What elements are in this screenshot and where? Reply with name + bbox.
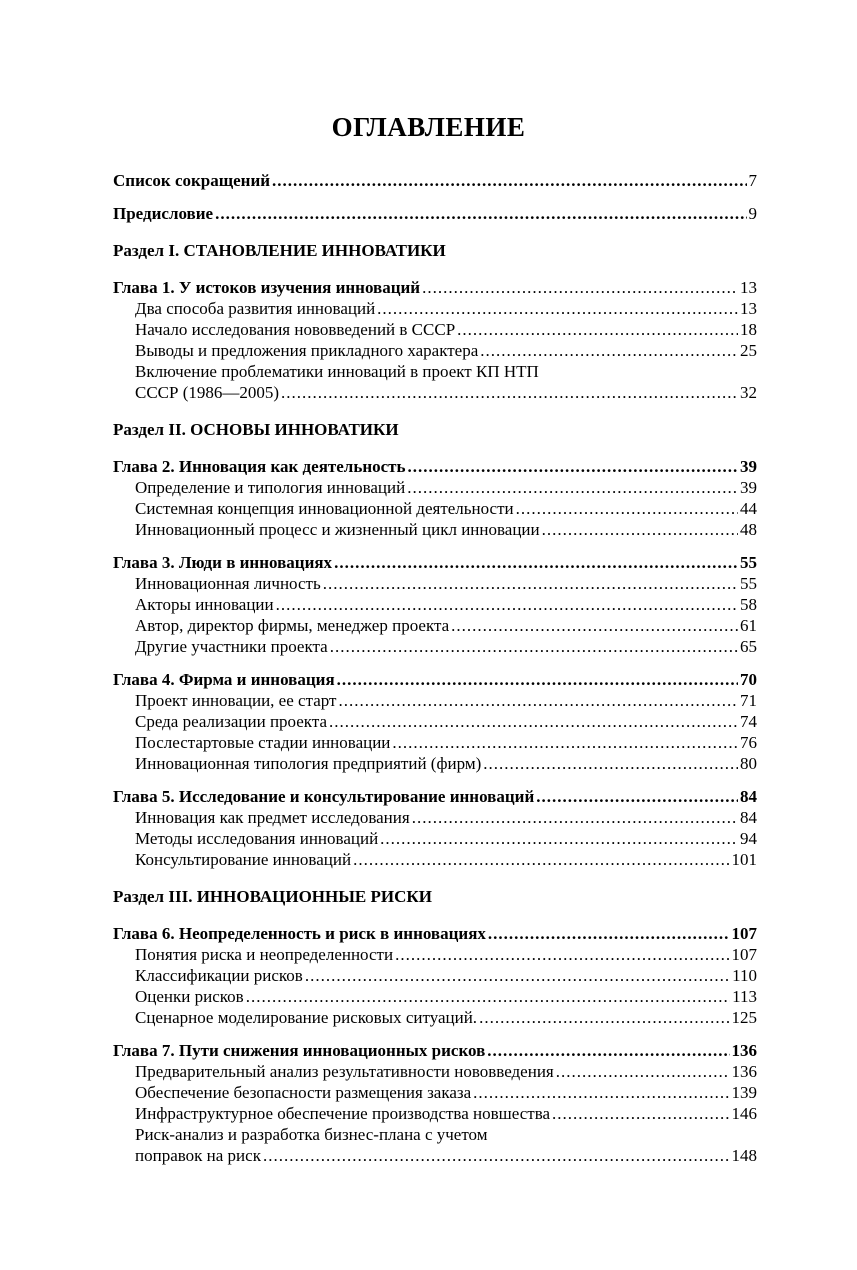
toc-entry-label: Инновация как предмет исследования (135, 808, 410, 827)
toc-item[interactable] (135, 1082, 757, 1103)
toc-item[interactable] (135, 986, 757, 1007)
part-heading: Раздел I. СТАНОВЛЕНИЕ ИННОВАТИКИ (113, 241, 446, 260)
table-of-contents (113, 170, 757, 1166)
toc-entry-label: Глава 4. Фирма и инновация (113, 670, 335, 689)
dot-leader (272, 170, 746, 191)
toc-page-number: 76 (740, 733, 757, 752)
toc-page-number: 136 (731, 1062, 757, 1081)
dot-leader (536, 786, 738, 807)
toc-item[interactable] (135, 615, 757, 636)
toc-item[interactable] (135, 828, 757, 849)
toc-page-number: 107 (731, 945, 757, 964)
toc-page-number: 18 (740, 320, 757, 339)
toc-page-number: 58 (740, 595, 757, 614)
toc-page-number: 61 (740, 616, 757, 635)
toc-entry-label: Глава 3. Люди в инновациях (113, 553, 333, 572)
toc-entry-label: Послестартовые стадии инновации (135, 733, 391, 752)
dot-leader (422, 277, 738, 298)
toc-entry-label: Среда реализации проекта (135, 712, 328, 731)
toc-page-number: 9 (748, 204, 757, 223)
toc-entry-label: СССР (1986—2005) (135, 383, 280, 402)
toc-page-number: 84 (740, 808, 757, 827)
dot-leader (480, 340, 738, 361)
dot-leader (329, 711, 738, 732)
dot-leader (542, 519, 738, 540)
dot-leader (377, 298, 738, 319)
dot-leader (330, 636, 738, 657)
toc-page-number: 125 (731, 1008, 757, 1027)
toc-entry-label: Инновационная типология предприятий (фирм) (135, 754, 482, 773)
toc-page-number: 71 (740, 691, 757, 710)
dot-leader (479, 1007, 729, 1028)
toc-entry-label: Обеспечение безопасности размещения заказа (135, 1083, 472, 1102)
toc-entry-label: Классификации рисков (135, 966, 303, 985)
toc-entry-label: Глава 5. Исследование и консультирование инноваций (113, 787, 535, 806)
part-heading: Раздел III. ИННОВАЦИОННЫЕ РИСКИ (113, 887, 432, 906)
toc-entry-label: Инфраструктурное обеспечение производства новшества (135, 1104, 551, 1123)
dot-leader (353, 849, 729, 870)
toc-item[interactable] (135, 1061, 757, 1082)
toc-item[interactable] (135, 732, 757, 753)
dot-leader (323, 573, 738, 594)
toc-page-number: 55 (740, 574, 757, 593)
dot-leader (263, 1145, 730, 1166)
toc-page-number: 84 (740, 787, 757, 806)
toc-page-number: 7 (748, 171, 757, 190)
toc-page-number: 80 (740, 754, 757, 773)
toc-page-number: 74 (740, 712, 757, 731)
dot-leader (215, 203, 746, 224)
toc-entry-label: Системная концепция инновационной деятельности (135, 499, 514, 518)
toc-entry-label: Список сокращений (113, 171, 271, 190)
toc-page-number: 70 (740, 670, 757, 689)
toc-entry-label: Глава 6. Неопределенность и риск в инновациях (113, 924, 486, 943)
toc-chapter-7[interactable] (113, 1040, 757, 1061)
part-heading: Раздел II. ОСНОВЫ ИННОВАТИКИ (113, 420, 399, 439)
toc-page-number: 148 (731, 1146, 757, 1165)
toc-page-number: 39 (740, 457, 757, 476)
toc-page-number: 13 (740, 278, 757, 297)
toc-chapter-6[interactable] (113, 923, 757, 944)
toc-item[interactable] (135, 636, 757, 657)
toc-entry-label: Предисловие (113, 204, 214, 223)
toc-page-number: 101 (731, 850, 757, 869)
toc-item[interactable] (135, 477, 757, 498)
toc-entry-label: Сценарное моделирование рисковых ситуаций. (135, 1008, 478, 1027)
toc-item-line1: Риск-анализ и разработка бизнес-плана с учетом (135, 1125, 488, 1144)
toc-page-number: 13 (740, 299, 757, 318)
dot-leader (305, 965, 730, 986)
dot-leader (451, 615, 738, 636)
toc-entry-label: Начало исследования нововведений в СССР (135, 320, 456, 339)
toc-entry-label: Инновационный процесс и жизненный цикл инновации (135, 520, 540, 539)
toc-item[interactable] (135, 498, 757, 519)
toc-page-number: 39 (740, 478, 757, 497)
toc-page-number: 25 (740, 341, 757, 360)
dot-leader (392, 732, 738, 753)
dot-leader (408, 456, 738, 477)
toc-entry-label: Определение и типология инноваций (135, 478, 406, 497)
toc-entry-label: Глава 2. Инновация как деятельность (113, 457, 406, 476)
toc-item[interactable] (135, 573, 757, 594)
toc-entry-label: Понятия риска и неопределенности (135, 945, 394, 964)
toc-item[interactable] (135, 319, 757, 340)
dot-leader (276, 594, 738, 615)
toc-chapter-2[interactable] (113, 456, 757, 477)
toc-page-number: 136 (731, 1041, 757, 1060)
dot-leader (337, 669, 738, 690)
dot-leader (246, 986, 730, 1007)
toc-entry-abbreviations[interactable] (113, 170, 757, 191)
dot-leader (407, 477, 738, 498)
toc-page-number: 94 (740, 829, 757, 848)
dot-leader (457, 319, 738, 340)
dot-leader (487, 1040, 729, 1061)
toc-entry-label: Проект инновации, ее старт (135, 691, 337, 710)
dot-leader (338, 690, 738, 711)
dot-leader (412, 807, 738, 828)
dot-leader (552, 1103, 729, 1124)
toc-item[interactable] (135, 1145, 757, 1166)
toc-entry-label: Автор, директор фирмы, менеджер проекта (135, 616, 450, 635)
toc-item[interactable] (135, 382, 757, 403)
toc-page-number: 48 (740, 520, 757, 539)
toc-entry-label: Оценки рисков (135, 987, 244, 1006)
dot-leader (473, 1082, 729, 1103)
toc-item[interactable] (135, 944, 757, 965)
toc-item[interactable] (135, 849, 757, 870)
toc-item[interactable] (135, 594, 757, 615)
toc-entry-label: Методы исследования инноваций (135, 829, 379, 848)
dot-leader (395, 944, 729, 965)
toc-page-number: 32 (740, 383, 757, 402)
toc-page-number: 113 (732, 987, 757, 1006)
dot-leader (334, 552, 738, 573)
toc-page-number: 107 (731, 924, 757, 943)
toc-item[interactable] (135, 1103, 757, 1124)
toc-chapter-5[interactable] (113, 786, 757, 807)
dot-leader (488, 923, 730, 944)
toc-page-number: 65 (740, 637, 757, 656)
toc-item[interactable] (135, 340, 757, 361)
toc-entry-label: Глава 1. У истоков изучения инноваций (113, 278, 421, 297)
toc-entry-label: Другие участники проекта (135, 637, 328, 656)
dot-leader (380, 828, 738, 849)
toc-page-number: 55 (740, 553, 757, 572)
toc-entry-label: поправок на риск (135, 1146, 261, 1165)
dot-leader (281, 382, 738, 403)
toc-item[interactable] (135, 711, 757, 732)
toc-entry-label: Консультирование инноваций (135, 850, 352, 869)
toc-item[interactable] (135, 753, 757, 774)
toc-item[interactable] (135, 807, 757, 828)
toc-page-number: 139 (731, 1083, 757, 1102)
toc-page-number: 110 (732, 966, 757, 985)
toc-entry-label: Глава 7. Пути снижения инновационных рисков (113, 1041, 486, 1060)
toc-page-number: 146 (731, 1104, 757, 1123)
page-title: ОГЛАВЛЕНИЕ (331, 112, 526, 142)
toc-item[interactable] (135, 965, 757, 986)
toc-item[interactable] (135, 690, 757, 711)
dot-leader (516, 498, 738, 519)
dot-leader (556, 1061, 730, 1082)
toc-page-number: 44 (740, 499, 757, 518)
toc-item[interactable] (135, 1007, 757, 1028)
toc-entry-label: Акторы инновации (135, 595, 274, 614)
toc-entry-label: Выводы и предложения прикладного характера (135, 341, 479, 360)
toc-chapter-3[interactable] (113, 552, 757, 573)
toc-entry-label: Два способа развития инноваций (135, 299, 376, 318)
toc-entry-label: Предварительный анализ результативности нововведения (135, 1062, 554, 1081)
toc-item-line1: Включение проблематики инноваций в проект КП НТП (135, 362, 539, 381)
toc-entry-label: Инновационная личность (135, 574, 321, 593)
toc-entry-preface[interactable] (113, 203, 757, 224)
toc-item[interactable] (135, 519, 757, 540)
toc-chapter-1[interactable] (113, 277, 757, 298)
toc-chapter-4[interactable] (113, 669, 757, 690)
dot-leader (483, 753, 738, 774)
toc-item[interactable] (135, 298, 757, 319)
